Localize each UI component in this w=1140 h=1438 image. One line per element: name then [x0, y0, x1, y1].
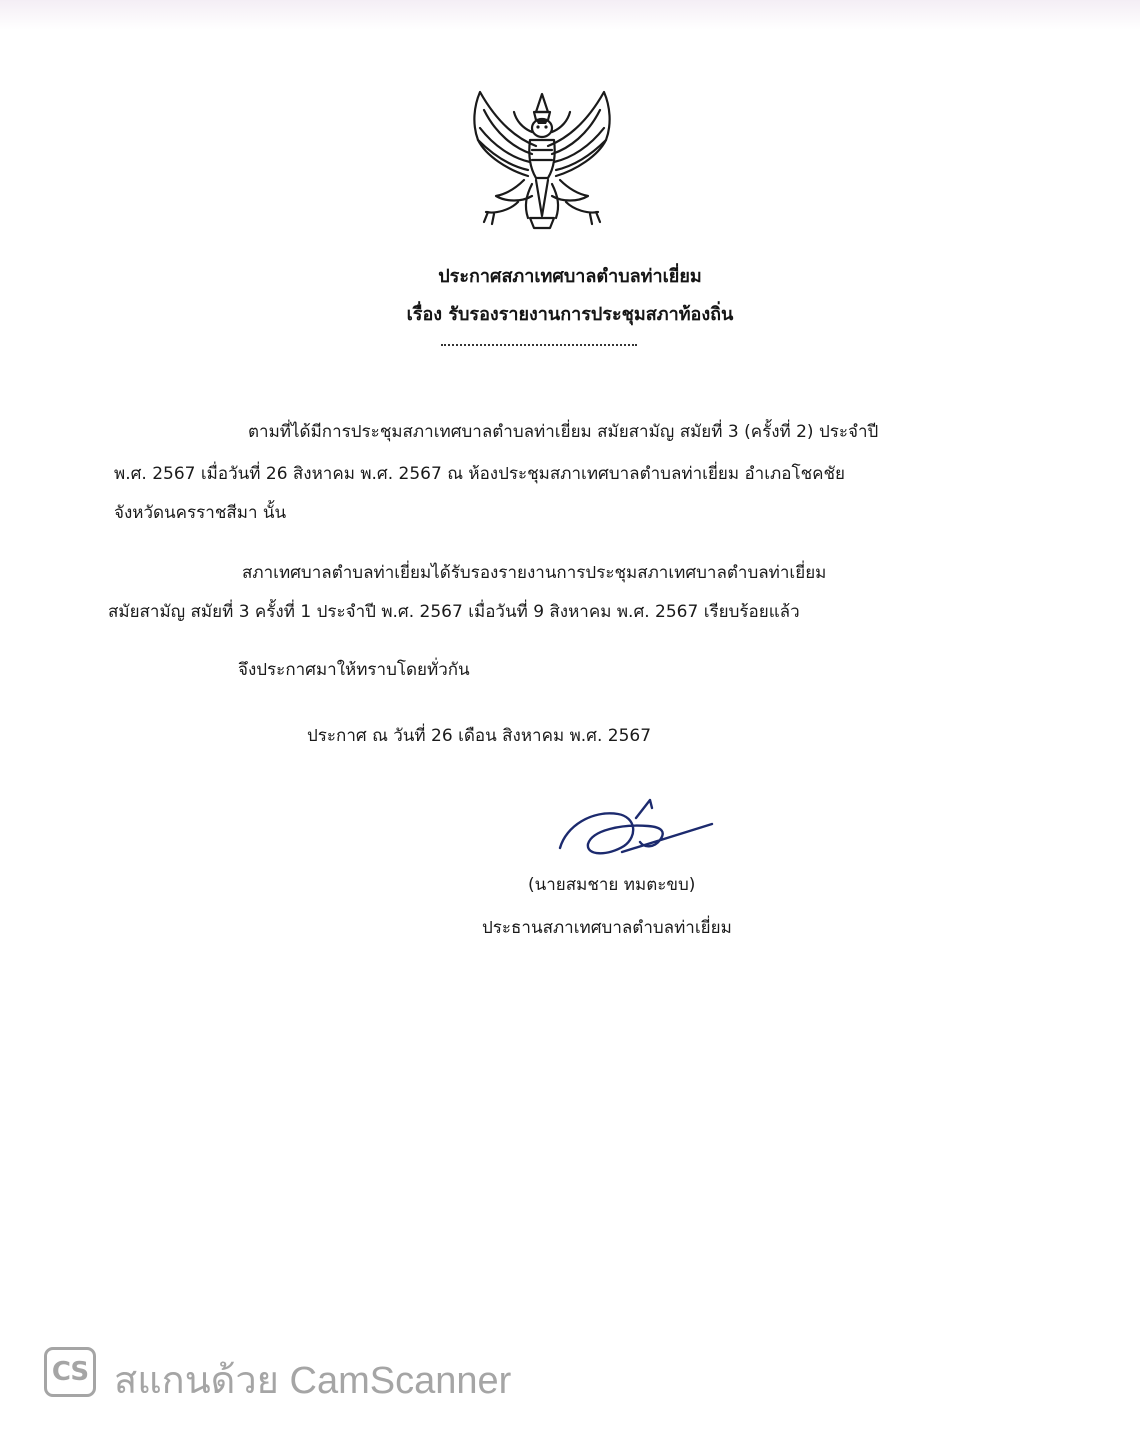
- paragraph1-line3: จังหวัดนครราชสีมา นั้น: [114, 503, 287, 523]
- paragraph1-line1: ตามที่ได้มีการประชุมสภาเทศบาลตำบลท่าเยี่ยม สมัยสามัญ สมัยที่ 3 (ครั้งที่ 2) ประจำปี: [248, 422, 879, 442]
- garuda-emblem-icon: [466, 84, 618, 234]
- signatory-name: (นายสมชาย ทมตะขบ): [528, 875, 696, 895]
- paragraph2-line1: สภาเทศบาลตำบลท่าเยี่ยมได้รับรองรายงานการประชุมสภาเทศบาลตำบลท่าเยี่ยม: [242, 563, 827, 583]
- watermark-text: สแกนด้วย CamScanner: [114, 1360, 512, 1402]
- announcement-date: ประกาศ ณ วันที่ 26 เดือน สิงหาคม พ.ศ. 2567: [307, 726, 652, 746]
- signature-mark: [552, 796, 716, 864]
- camscanner-logo-icon: CS: [44, 1347, 96, 1397]
- announcement-title: ประกาศสภาเทศบาลตำบลท่าเยี่ยม: [438, 266, 702, 287]
- signatory-position: ประธานสภาเทศบาลตำบลท่าเยี่ยม: [482, 918, 732, 938]
- title-divider: [441, 344, 637, 346]
- camscanner-watermark: [44, 1345, 544, 1401]
- paragraph1-line2: พ.ศ. 2567 เมื่อวันที่ 26 สิงหาคม พ.ศ. 2567 ณ ห้องประชุมสภาเทศบาลตำบลท่าเยี่ยม อำเภอโชคชัย: [114, 464, 845, 484]
- closing-statement: จึงประกาศมาให้ทราบโดยทั่วกัน: [238, 660, 470, 680]
- page-top-tint: [0, 0, 1140, 30]
- announcement-subject: เรื่อง รับรองรายงานการประชุมสภาท้องถิ่น: [406, 304, 734, 325]
- paragraph2-line2: สมัยสามัญ สมัยที่ 3 ครั้งที่ 1 ประจำปี พ.ศ. 2567 เมื่อวันที่ 9 สิงหาคม พ.ศ. 2567 เรียบร้อยแล้ว: [108, 602, 800, 622]
